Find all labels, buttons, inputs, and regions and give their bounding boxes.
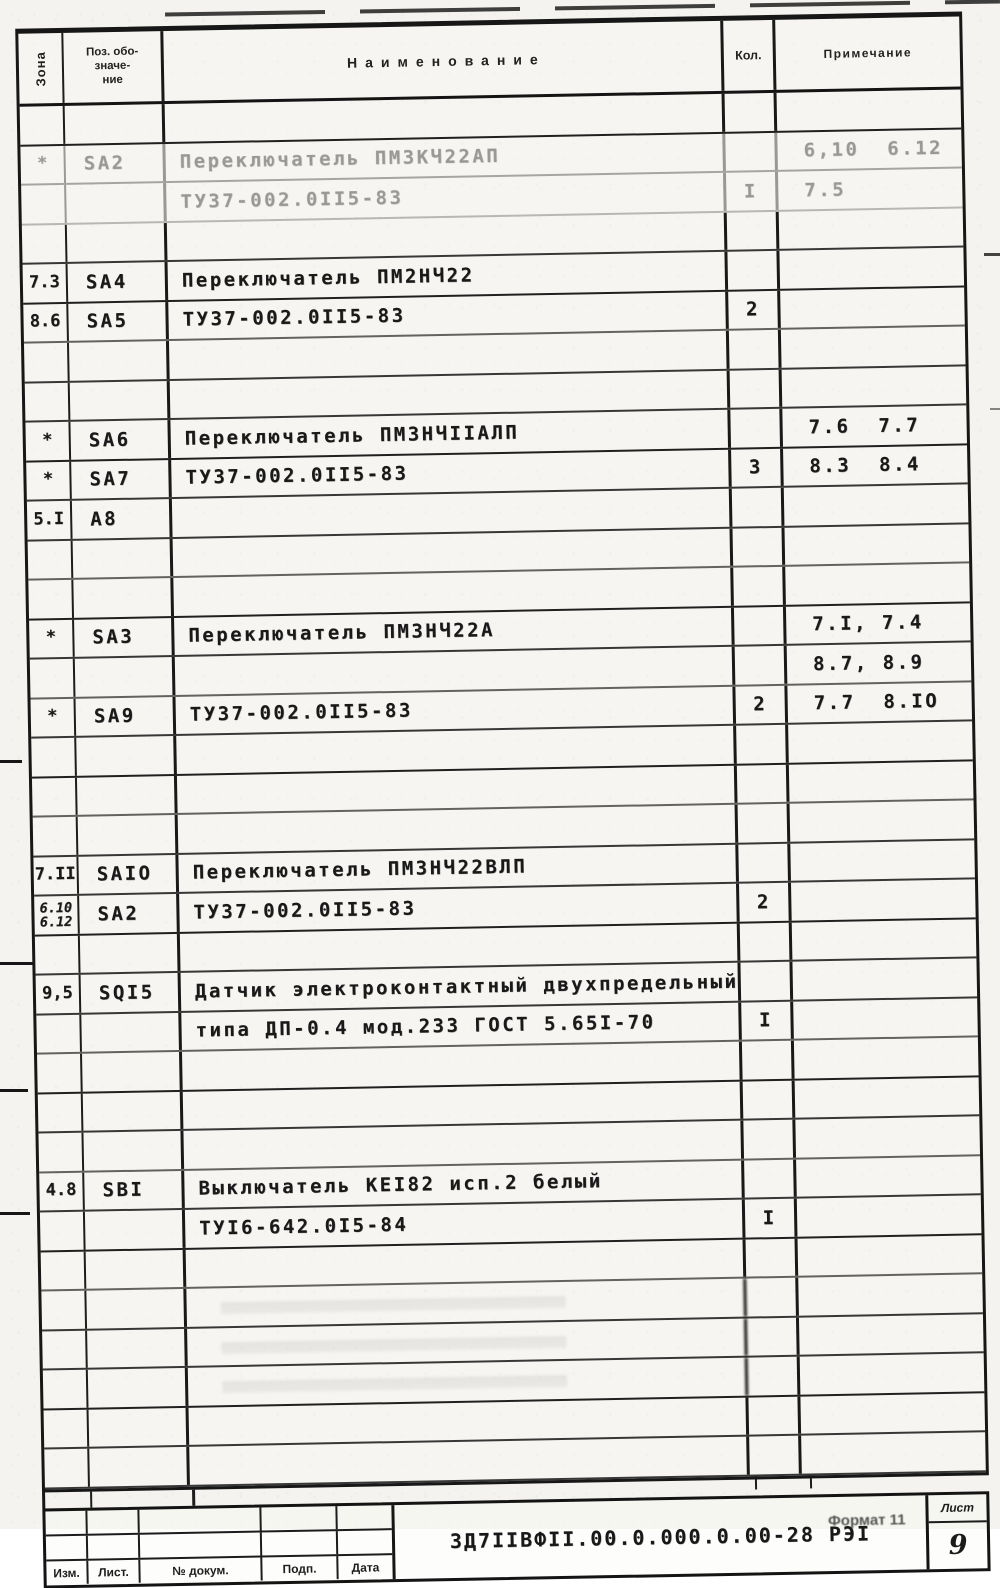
name-cell: ТУ37-002.0II5-83	[171, 449, 732, 497]
zone-cell: *	[29, 619, 75, 657]
position-designation-cell: SA3	[74, 617, 175, 656]
position-designation-cell	[86, 1249, 187, 1288]
position-designation-cell: SA5	[68, 302, 169, 341]
note-cell	[790, 840, 975, 881]
zone-cell: 4.8	[39, 1172, 85, 1210]
quantity-cell: 2	[728, 290, 781, 328]
doc-num-label: № докум.	[140, 1558, 262, 1584]
note-cell	[788, 721, 973, 762]
name-column-header: Наименование	[163, 21, 724, 101]
position-designation-cell: SA7	[71, 460, 172, 499]
position-designation-cell: SA9	[75, 696, 176, 735]
revision-grid-cell	[140, 1532, 262, 1558]
list-label: Лист.	[88, 1560, 140, 1584]
note-cell	[795, 1116, 980, 1157]
position-designation-cell	[83, 1131, 184, 1170]
position-designation-cell	[67, 223, 168, 262]
quantity-cell	[743, 1120, 796, 1158]
note-cell	[789, 761, 974, 802]
name-cell: ТУ37-002.0II5-83	[179, 884, 740, 932]
zone-cell: *	[26, 461, 72, 499]
note-cell	[784, 524, 969, 565]
column-line-stub	[90, 1491, 92, 1507]
note-cell	[790, 800, 975, 841]
quantity-cell: I	[741, 1001, 794, 1039]
sheet-number: 9	[948, 1529, 968, 1561]
note-cell	[800, 1353, 985, 1394]
note-cell	[779, 247, 964, 288]
quantity-cell	[730, 409, 783, 447]
quantity-cell	[732, 488, 785, 526]
position-designation-cell	[73, 538, 174, 577]
name-cell: Переключатель ПМ3НЧ22ВЛП	[178, 844, 739, 892]
position-designation-cell: SQI5	[81, 973, 182, 1012]
revision-grid-cell	[139, 1507, 261, 1533]
zone-cell: 8.6	[23, 303, 69, 341]
name-cell: Переключатель ПМ3НЧIIАЛП	[170, 410, 731, 458]
zone-cell	[36, 1014, 82, 1052]
margin-tick	[0, 760, 22, 763]
margin-tick	[990, 408, 1000, 410]
zone-cell: 5.I	[27, 501, 73, 539]
zone-header-label: Зона	[32, 50, 49, 87]
quantity-cell	[735, 646, 788, 684]
position-designation-cell	[86, 1289, 187, 1328]
zone-cell	[30, 659, 76, 697]
name-cell: ТУ37-002.0II5-83	[168, 291, 729, 339]
column-line-stub	[192, 1489, 195, 1505]
podp-label: Подп.	[262, 1556, 338, 1581]
zone-cell	[33, 817, 79, 855]
note-cell: 7.5	[804, 178, 847, 202]
revision-grid-cell	[261, 1506, 337, 1531]
zone-cell	[38, 1093, 84, 1131]
zone-cell	[25, 382, 71, 420]
document-number: ЗД7IIВФII.00.0.000.0.00-28 РЭI	[449, 1520, 872, 1553]
quantity-cell	[736, 725, 789, 763]
quantity-cell	[727, 211, 780, 249]
quantity-cell: I	[726, 172, 779, 210]
position-designation-cell	[65, 104, 166, 143]
zone-cell	[31, 738, 77, 776]
note-cell	[795, 1077, 980, 1118]
quantity-cell	[725, 93, 778, 131]
zone-cell	[22, 224, 68, 262]
zone-cell	[41, 1251, 87, 1289]
zone-cell: 7.3	[23, 264, 69, 302]
zone-cell	[44, 1409, 90, 1447]
quantity-cell	[740, 922, 793, 960]
zone-cell	[40, 1212, 86, 1250]
position-designation-cell: SA4	[68, 262, 169, 301]
quantity-cell	[748, 1357, 801, 1395]
quantity-cell	[746, 1278, 799, 1316]
quantity-cell	[734, 606, 787, 644]
name-cell: типа ДП-0.4 мод.233 ГОСТ 5.65I-70	[181, 1002, 742, 1050]
quantity-cell: 2	[739, 883, 792, 921]
zone-cell: 9,5	[36, 975, 82, 1013]
note-column-header: Примечание	[823, 45, 913, 61]
position-designation-cell: SBI	[84, 1170, 185, 1209]
position-designation-cell	[66, 183, 167, 222]
revision-grid-cell	[262, 1531, 338, 1556]
position-designation-cell	[89, 1447, 190, 1486]
position-designation-cell: SA6	[70, 420, 171, 459]
position-designation-cell	[82, 1052, 183, 1091]
quantity-cell	[743, 1080, 796, 1118]
quantity-cell	[725, 132, 778, 170]
note-cell	[800, 1393, 985, 1434]
quantity-cell	[740, 962, 793, 1000]
quantity-cell	[732, 527, 785, 565]
note-cell	[794, 1037, 979, 1078]
name-cell: Переключатель ПМ3НЧ22А	[174, 607, 735, 655]
margin-tick	[0, 962, 34, 965]
position-designation-cell: SA2	[79, 894, 180, 933]
position-designation-cell	[78, 815, 179, 854]
zone-cell	[38, 1133, 84, 1171]
quantity-cell: 3	[731, 448, 784, 486]
quantity-cell	[742, 1041, 795, 1079]
zone-cell	[21, 185, 67, 223]
note-cell	[781, 326, 966, 367]
quantity-cell	[729, 330, 782, 368]
note-cell	[791, 879, 976, 920]
zone-cell	[24, 343, 70, 381]
quantity-cell	[748, 1396, 801, 1434]
position-designation-cell	[81, 1012, 182, 1051]
column-line-stub	[810, 1478, 812, 1488]
note-cell: 7.I, 7.4	[812, 611, 924, 636]
table-body	[20, 89, 986, 1489]
parts-table	[15, 11, 989, 1492]
quantity-cell	[747, 1317, 800, 1355]
name-cell: Датчик электроконтактный двухпредельный	[181, 963, 742, 1011]
position-designation-cell	[89, 1407, 190, 1446]
revision-grid-labels-row	[46, 1555, 392, 1585]
position-designation-cell	[75, 657, 176, 696]
position-designation-cell: SAIO	[78, 854, 179, 893]
name-cell: ТУI6-642.0I5-84	[185, 1200, 746, 1248]
zone-cell: *	[20, 145, 66, 183]
position-designation-cell	[77, 775, 178, 814]
zone-cell	[20, 106, 66, 144]
position-designation-cell	[85, 1210, 186, 1249]
zone-cell	[37, 1054, 83, 1092]
zone-cell	[43, 1370, 89, 1408]
note-cell	[784, 484, 969, 525]
note-cell	[793, 998, 978, 1039]
revision-grid	[45, 1505, 395, 1585]
margin-tick	[0, 1089, 28, 1092]
zone-cell	[41, 1291, 87, 1329]
position-designation-cell	[80, 933, 181, 972]
name-cell: Выключатель КЕI82 исп.2 белый	[184, 1160, 745, 1208]
zone-cell: 6.10 6.12	[34, 896, 80, 934]
position-column-header: Поз. обо- значе- ние	[63, 31, 164, 103]
quantity-cell	[738, 804, 791, 842]
sheet-number-box	[925, 1494, 987, 1569]
note-cell	[796, 1156, 981, 1197]
note-cell: 8.3 8.4	[809, 453, 922, 478]
name-cell: Переключатель ПМ3КЧ22АП	[165, 133, 726, 181]
data-label: Дата	[351, 1560, 380, 1575]
note-cell	[782, 366, 967, 407]
quantity-cell	[738, 843, 791, 881]
margin-tick	[0, 1212, 30, 1215]
position-designation-cell: A8	[72, 499, 173, 538]
quantity-cell	[744, 1159, 797, 1197]
quantity-cell	[746, 1238, 799, 1276]
zone-cell	[32, 777, 78, 815]
zone-cell	[44, 1449, 90, 1487]
note-cell	[799, 1314, 984, 1355]
position-designation-cell	[87, 1328, 188, 1367]
note-cell	[798, 1274, 983, 1315]
quantity-cell	[733, 567, 786, 605]
note-cell: 6,10 6.12	[803, 137, 944, 162]
note-cell	[797, 1195, 982, 1236]
zone-cell	[28, 580, 74, 618]
quantity-cell	[730, 369, 783, 407]
margin-tick	[984, 253, 1000, 256]
note-cell	[792, 919, 977, 960]
quantity-cell: I	[745, 1199, 798, 1237]
quantity-cell: 2	[735, 685, 788, 723]
revision-grid-cell	[46, 1536, 88, 1560]
zone-cell: *	[31, 698, 77, 736]
revision-grid-cell	[45, 1510, 87, 1534]
zone-cell: *	[25, 422, 71, 460]
quantity-cell	[727, 251, 780, 289]
sheet	[15, 11, 990, 1588]
zone-cell	[35, 935, 81, 973]
zone-column-header	[18, 33, 64, 104]
note-cell: 8.7, 8.9	[812, 650, 925, 676]
zone-cell	[28, 540, 74, 578]
position-designation-cell	[76, 736, 177, 775]
column-line-stub	[755, 1479, 757, 1489]
position-designation-cell	[69, 341, 170, 380]
note-cell	[785, 563, 970, 604]
name-cell: Переключатель ПМ2НЧ22	[168, 252, 729, 300]
revision-grid-cell	[88, 1535, 140, 1559]
position-designation-cell	[73, 578, 174, 617]
note-cell: 7.7 8.IO	[813, 690, 940, 715]
quantity-cell	[749, 1436, 802, 1474]
quantity-column-header: Кол.	[723, 20, 776, 91]
position-designation-cell	[88, 1368, 189, 1407]
note-cell	[780, 287, 965, 328]
revision-grid-cell	[338, 1530, 392, 1554]
position-designation-cell	[70, 381, 171, 420]
name-cell: ТУ37-002.0II5-83	[175, 686, 736, 734]
note-cell: 7.6 7.7	[808, 414, 921, 439]
position-designation-cell	[83, 1091, 184, 1130]
note-cell	[801, 1432, 986, 1473]
izm-label: Изм.	[46, 1561, 88, 1585]
note-cell	[792, 958, 977, 999]
revision-grid-cell	[87, 1509, 139, 1533]
position-designation-cell: SA2	[65, 144, 166, 183]
revision-grid-cell	[337, 1505, 391, 1529]
note-cell	[777, 89, 962, 130]
zone-cell	[42, 1330, 88, 1368]
sheet-label: Лист	[928, 1494, 987, 1523]
note-cell	[798, 1235, 983, 1276]
format-note: Формат 11	[827, 1511, 906, 1530]
note-cell	[779, 208, 964, 249]
name-cell: ТУ37-002.0II5-83	[166, 173, 727, 221]
quantity-cell	[737, 764, 790, 802]
zone-cell: 7.II	[33, 856, 79, 894]
